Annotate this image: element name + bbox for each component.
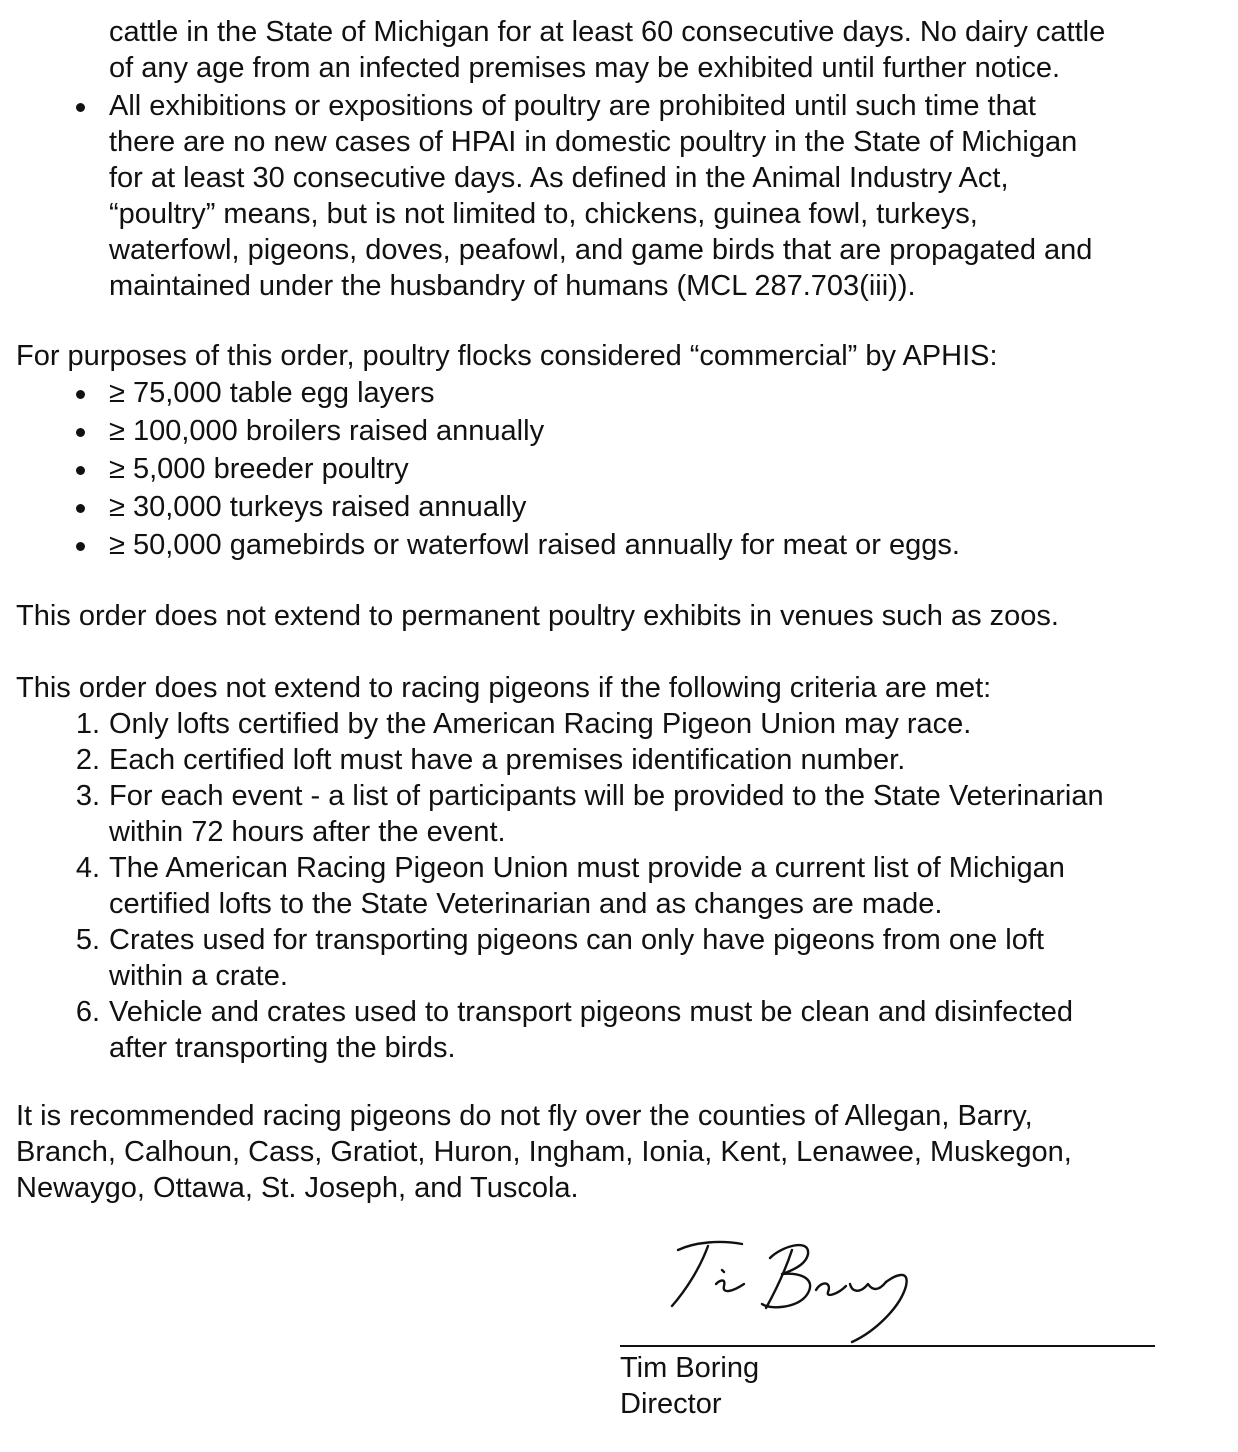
bullet-icon — [60, 374, 100, 412]
continuation-text — [16, 14, 1216, 86]
list-item — [16, 412, 1216, 450]
text-line: For each event - a list of participants will be provided to the State Veterinarian — [109, 780, 1104, 812]
text-line: It is recommended racing pigeons do not fly over the counties of Allegan, Barry, — [16, 1100, 1033, 1132]
racing-pigeons-section — [16, 670, 1216, 1066]
signer-block — [620, 1350, 759, 1422]
text-line: maintained under the husbandry of humans (MCL 287.703(iii)). — [109, 270, 916, 302]
zoos-note-section — [16, 598, 1216, 634]
list-number: 4. — [75, 852, 100, 884]
list-item-text: ≥ 75,000 table egg layers — [109, 377, 435, 409]
list-number: 3. — [75, 780, 100, 812]
list-item — [16, 88, 1216, 304]
list-item — [16, 778, 1216, 850]
signature-line — [620, 1345, 1155, 1347]
text-line: after transporting the birds. — [109, 1032, 456, 1064]
commercial-flocks-section — [16, 338, 1216, 564]
zoos-note: This order does not extend to permanent poultry exhibits in venues such as zoos. — [16, 600, 1059, 632]
text-line: certified lofts to the State Veterinarian and as changes are made. — [109, 888, 943, 920]
list-number: 1. — [75, 708, 100, 740]
list-item-text: ≥ 5,000 breeder poultry — [109, 453, 409, 485]
pigeon-criteria-list — [16, 706, 1216, 1066]
list-item — [16, 994, 1216, 1066]
list-number: 2. — [75, 744, 100, 776]
recommendation-section — [16, 1098, 1216, 1206]
text-line: Crates used for transporting pigeons can only have pigeons from one loft — [109, 924, 1044, 956]
pigeons-intro: This order does not extend to racing pigeons if the following criteria are met: — [16, 672, 992, 704]
list-number: 5. — [75, 924, 100, 956]
list-item — [16, 526, 1216, 564]
text-line: Each certified loft must have a premises identification number. — [109, 744, 906, 776]
list-item-text: ≥ 50,000 gamebirds or waterfowl raised annually for meat or eggs. — [109, 529, 960, 561]
signer-name: Tim Boring — [620, 1352, 760, 1384]
text-line: All exhibitions or expositions of poultry are prohibited until such time that — [109, 90, 1036, 122]
text-line: Branch, Calhoun, Cass, Gratiot, Huron, Ingham, Ionia, Kent, Lenawee, Muskegon, — [16, 1136, 1072, 1168]
text-line: The American Racing Pigeon Union must provide a current list of Michigan — [109, 852, 1065, 884]
signer-title: Director — [620, 1388, 722, 1420]
text-line: within 72 hours after the event. — [109, 816, 506, 848]
bullet-icon — [60, 412, 100, 450]
poultry-exhibition-bullet — [16, 88, 1216, 304]
handwritten-signature — [620, 1228, 1160, 1348]
list-item — [16, 706, 1216, 742]
bullet-icon — [60, 88, 100, 124]
text-line: of any age from an infected premises may be exhibited until further notice. — [109, 52, 1061, 84]
list-item — [16, 742, 1216, 778]
bullet-icon — [60, 526, 100, 564]
list-item — [16, 450, 1216, 488]
text-line: Only lofts certified by the American Racing Pigeon Union may race. — [109, 708, 972, 740]
commercial-intro: For purposes of this order, poultry flocks considered “commercial” by APHIS: — [16, 340, 998, 372]
text-line: Vehicle and crates used to transport pigeons must be clean and disinfected — [109, 996, 1074, 1028]
commercial-criteria-list — [16, 374, 1216, 564]
text-line: within a crate. — [109, 960, 288, 992]
list-item — [16, 488, 1216, 526]
text-line: “poultry” means, but is not limited to, chickens, guinea fowl, turkeys, — [109, 198, 978, 230]
list-item-text: ≥ 100,000 broilers raised annually — [109, 415, 545, 447]
list-item — [16, 922, 1216, 994]
bullet-icon — [60, 488, 100, 526]
list-item — [16, 850, 1216, 922]
text-line: waterfowl, pigeons, doves, peafowl, and game birds that are propagated and — [109, 234, 1093, 266]
previous-bullet-continuation — [16, 14, 1216, 86]
bullet-icon — [60, 450, 100, 488]
list-number: 6. — [75, 996, 100, 1028]
text-line: Newaygo, Ottawa, St. Joseph, and Tuscola. — [16, 1172, 579, 1204]
text-line: cattle in the State of Michigan for at least 60 consecutive days. No dairy cattle — [109, 16, 1106, 48]
text-line: for at least 30 consecutive days. As defined in the Animal Industry Act, — [109, 162, 1009, 194]
text-line: there are no new cases of HPAI in domestic poultry in the State of Michigan — [109, 126, 1078, 158]
list-item-text: ≥ 30,000 turkeys raised annually — [109, 491, 527, 523]
list-item — [16, 374, 1216, 412]
